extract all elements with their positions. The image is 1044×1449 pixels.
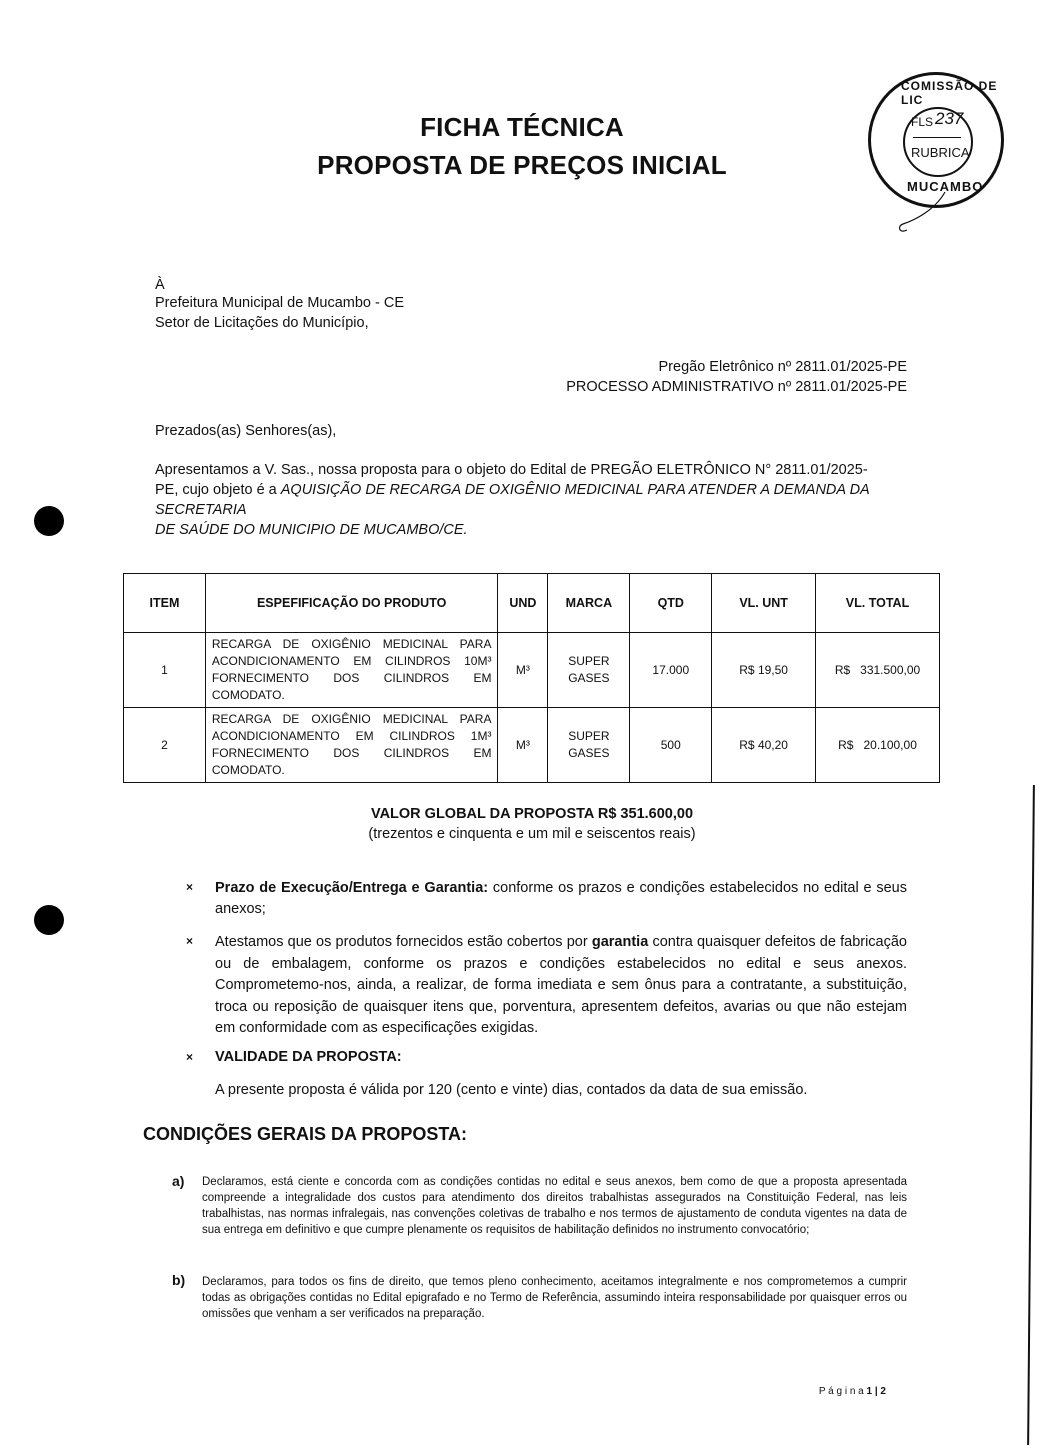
intro-object-italic-cont: DE SAÚDE DO MUNICIPIO DE MUCAMBO/CE. bbox=[155, 522, 468, 538]
cell-vl-total: R$ 331.500,00 bbox=[816, 633, 940, 708]
intro-line3 bbox=[155, 520, 910, 540]
page-number: 1 | 2 bbox=[866, 1386, 886, 1397]
intro-line2 bbox=[155, 480, 910, 520]
intro-plain: PE, cujo objeto é a bbox=[155, 482, 281, 498]
table-row bbox=[124, 708, 940, 783]
cell-vl-total: R$ 20.100,00 bbox=[816, 708, 940, 783]
intro-paragraph bbox=[155, 460, 910, 540]
document-title: FICHA TÉCNICA bbox=[420, 112, 624, 142]
cell-item: 1 bbox=[124, 633, 206, 708]
marca-line: GASES bbox=[568, 671, 610, 685]
table-row bbox=[124, 633, 940, 708]
bullet-garantia-text1: Atestamos que os produtos fornecidos estão cobertos por bbox=[215, 934, 592, 950]
stamp-top-text: COMISSÃO DE LIC bbox=[901, 79, 998, 107]
header-vl-total: VL. TOTAL bbox=[816, 574, 940, 633]
spec-line: FORNECIMENTO DOS CILINDROS EM COMODATO. bbox=[211, 671, 492, 702]
recipient-sector: Setor de Licitações do Município, bbox=[155, 315, 369, 331]
header-und: UND bbox=[498, 574, 548, 633]
bullet-marker: × bbox=[186, 880, 194, 894]
cell-marca bbox=[548, 708, 630, 783]
cell-marca bbox=[548, 633, 630, 708]
bullet-prazo-title: Prazo de Execução/Entrega e Garantia: bbox=[215, 880, 489, 896]
bullet-prazo-text: conforme os prazos e condições estabelecidos no edital e seus anexos; bbox=[215, 880, 907, 917]
condition-a-text: Declaramos, está ciente e concorda com as condições contidas no edital e seus anexos, bem como de que a proposta apresentada compreende a integralidade dos custos para atendimento dos direitos trabalhistas assegurados na Constituição Federal, nas leis trabalhistas, nas normas infralegais, nas convenções coletivas de trabalho e nos termos de ajustamento de conduta vigentes na data de sua entrega em definitivo e que cumpre plenamente os requisitos de habilitação definidos no instrumento convocatório; bbox=[202, 1176, 907, 1236]
bullet-prazo bbox=[215, 878, 907, 920]
marca-line: SUPER bbox=[568, 729, 610, 743]
spec-line: ACONDICIONAMENTO EM CILINDROS 10M³ bbox=[211, 654, 492, 668]
stamp-rubrica-label: RUBRICA bbox=[911, 145, 970, 160]
bullet-marker: × bbox=[186, 934, 194, 948]
header-marca: MARCA bbox=[548, 574, 630, 633]
cell-spec bbox=[205, 708, 498, 783]
conditions-heading: CONDIÇÕES GERAIS DA PROPOSTA: bbox=[143, 1124, 468, 1144]
spec-line: ACONDICIONAMENTO EM CILINDROS 1M³ bbox=[211, 729, 492, 743]
cell-item: 2 bbox=[124, 708, 206, 783]
scan-edge-line bbox=[1027, 785, 1035, 1445]
bullet-marker: × bbox=[186, 1050, 194, 1064]
signature-stroke bbox=[895, 190, 955, 235]
greeting: Prezados(as) Senhores(as), bbox=[155, 423, 337, 439]
stamp-divider bbox=[913, 137, 961, 138]
recipient-prefix: À bbox=[155, 277, 165, 293]
global-value-in-words: (trezentos e cinquenta e um mil e seiscentos reais) bbox=[368, 826, 696, 842]
bullet-garantia-text2: contra quaisquer defeitos de fabricação ou de embalagem, conforme os prazos e condições estabelecidos no edital e seus anexos. Comprometemo-nos, ainda, a realizar, de forma imediata e sem ônus para a contratante, a substituição, troca ou reposição de quaisquer itens que, porventura, apresentem defeitos, avarias ou que não estejam em conformidade com as especificações exigidas. bbox=[215, 934, 907, 1036]
bullet-validade-title: VALIDADE DA PROPOSTA: bbox=[215, 1049, 402, 1065]
commission-stamp bbox=[868, 72, 1004, 208]
cell-spec bbox=[205, 633, 498, 708]
document-subtitle: PROPOSTA DE PREÇOS INICIAL bbox=[317, 150, 727, 180]
bullet-garantia-bold: garantia bbox=[591, 934, 649, 950]
header-item: ITEM bbox=[124, 574, 206, 633]
spec-line: RECARGA DE OXIGÊNIO MEDICINAL PARA bbox=[211, 637, 492, 651]
spec-line: RECARGA DE OXIGÊNIO MEDICINAL PARA bbox=[211, 712, 492, 726]
items-table bbox=[123, 573, 940, 783]
processo-reference: PROCESSO ADMINISTRATIVO nº 2811.01/2025-PE bbox=[566, 379, 907, 395]
header-spec: ESPEFIFICAÇÃO DO PRODUTO bbox=[205, 574, 498, 633]
bullet-garantia bbox=[215, 932, 907, 1040]
intro-line1: Apresentamos a V. Sas., nossa proposta para o objeto do Edital de PREGÃO ELETRÔNICO N° 2811.01/2025- bbox=[155, 462, 868, 478]
condition-b-text: Declaramos, para todos os fins de direito, que temos pleno conhecimento, aceitamos integralmente e nos comprometemos a cumprir todas as obrigações contidas no Edital epigrafado e no Termo de Referência, assumindo inteira responsabilidade por quaisquer erros ou omissões que venham a ser verificados na preparação. bbox=[202, 1276, 907, 1320]
punch-hole-top bbox=[34, 506, 64, 536]
table-header-row bbox=[124, 574, 940, 633]
cell-und: M³ bbox=[498, 708, 548, 783]
pregao-reference: Pregão Eletrônico nº 2811.01/2025-PE bbox=[658, 359, 907, 375]
header-qtd: QTD bbox=[630, 574, 712, 633]
recipient-name: Prefeitura Municipal de Mucambo - CE bbox=[155, 295, 405, 311]
page-label: P á g i n a bbox=[818, 1386, 864, 1397]
condition-a-label: a) bbox=[172, 1173, 185, 1189]
condition-b-label: b) bbox=[172, 1272, 186, 1288]
spec-line: FORNECIMENTO DOS CILINDROS EM COMODATO. bbox=[211, 746, 492, 777]
page-footer bbox=[819, 1386, 886, 1397]
intro-object-italic: AQUISIÇÃO DE RECARGA DE OXIGÊNIO MEDICINAL PARA ATENDER A DEMANDA DA SECRETARIA bbox=[155, 482, 870, 518]
marca-line: GASES bbox=[568, 746, 610, 760]
stamp-fls-number: 237 bbox=[935, 109, 964, 128]
cell-qtd: 500 bbox=[630, 708, 712, 783]
global-value: VALOR GLOBAL DA PROPOSTA R$ 351.600,00 bbox=[370, 806, 694, 822]
stamp-bottom-text: MUCAMBO bbox=[907, 179, 984, 194]
marca-line: SUPER bbox=[568, 654, 610, 668]
cell-vl-unt: R$ 40,20 bbox=[712, 708, 816, 783]
stamp-fls-label: FLS bbox=[911, 115, 934, 129]
cell-vl-unt: R$ 19,50 bbox=[712, 633, 816, 708]
header-vl-unt: VL. UNT bbox=[712, 574, 816, 633]
cell-qtd: 17.000 bbox=[630, 633, 712, 708]
cell-und: M³ bbox=[498, 633, 548, 708]
bullet-validade-text: A presente proposta é válida por 120 (cento e vinte) dias, contados da data de sua emissão. bbox=[215, 1082, 808, 1098]
punch-hole-bottom bbox=[34, 905, 64, 935]
